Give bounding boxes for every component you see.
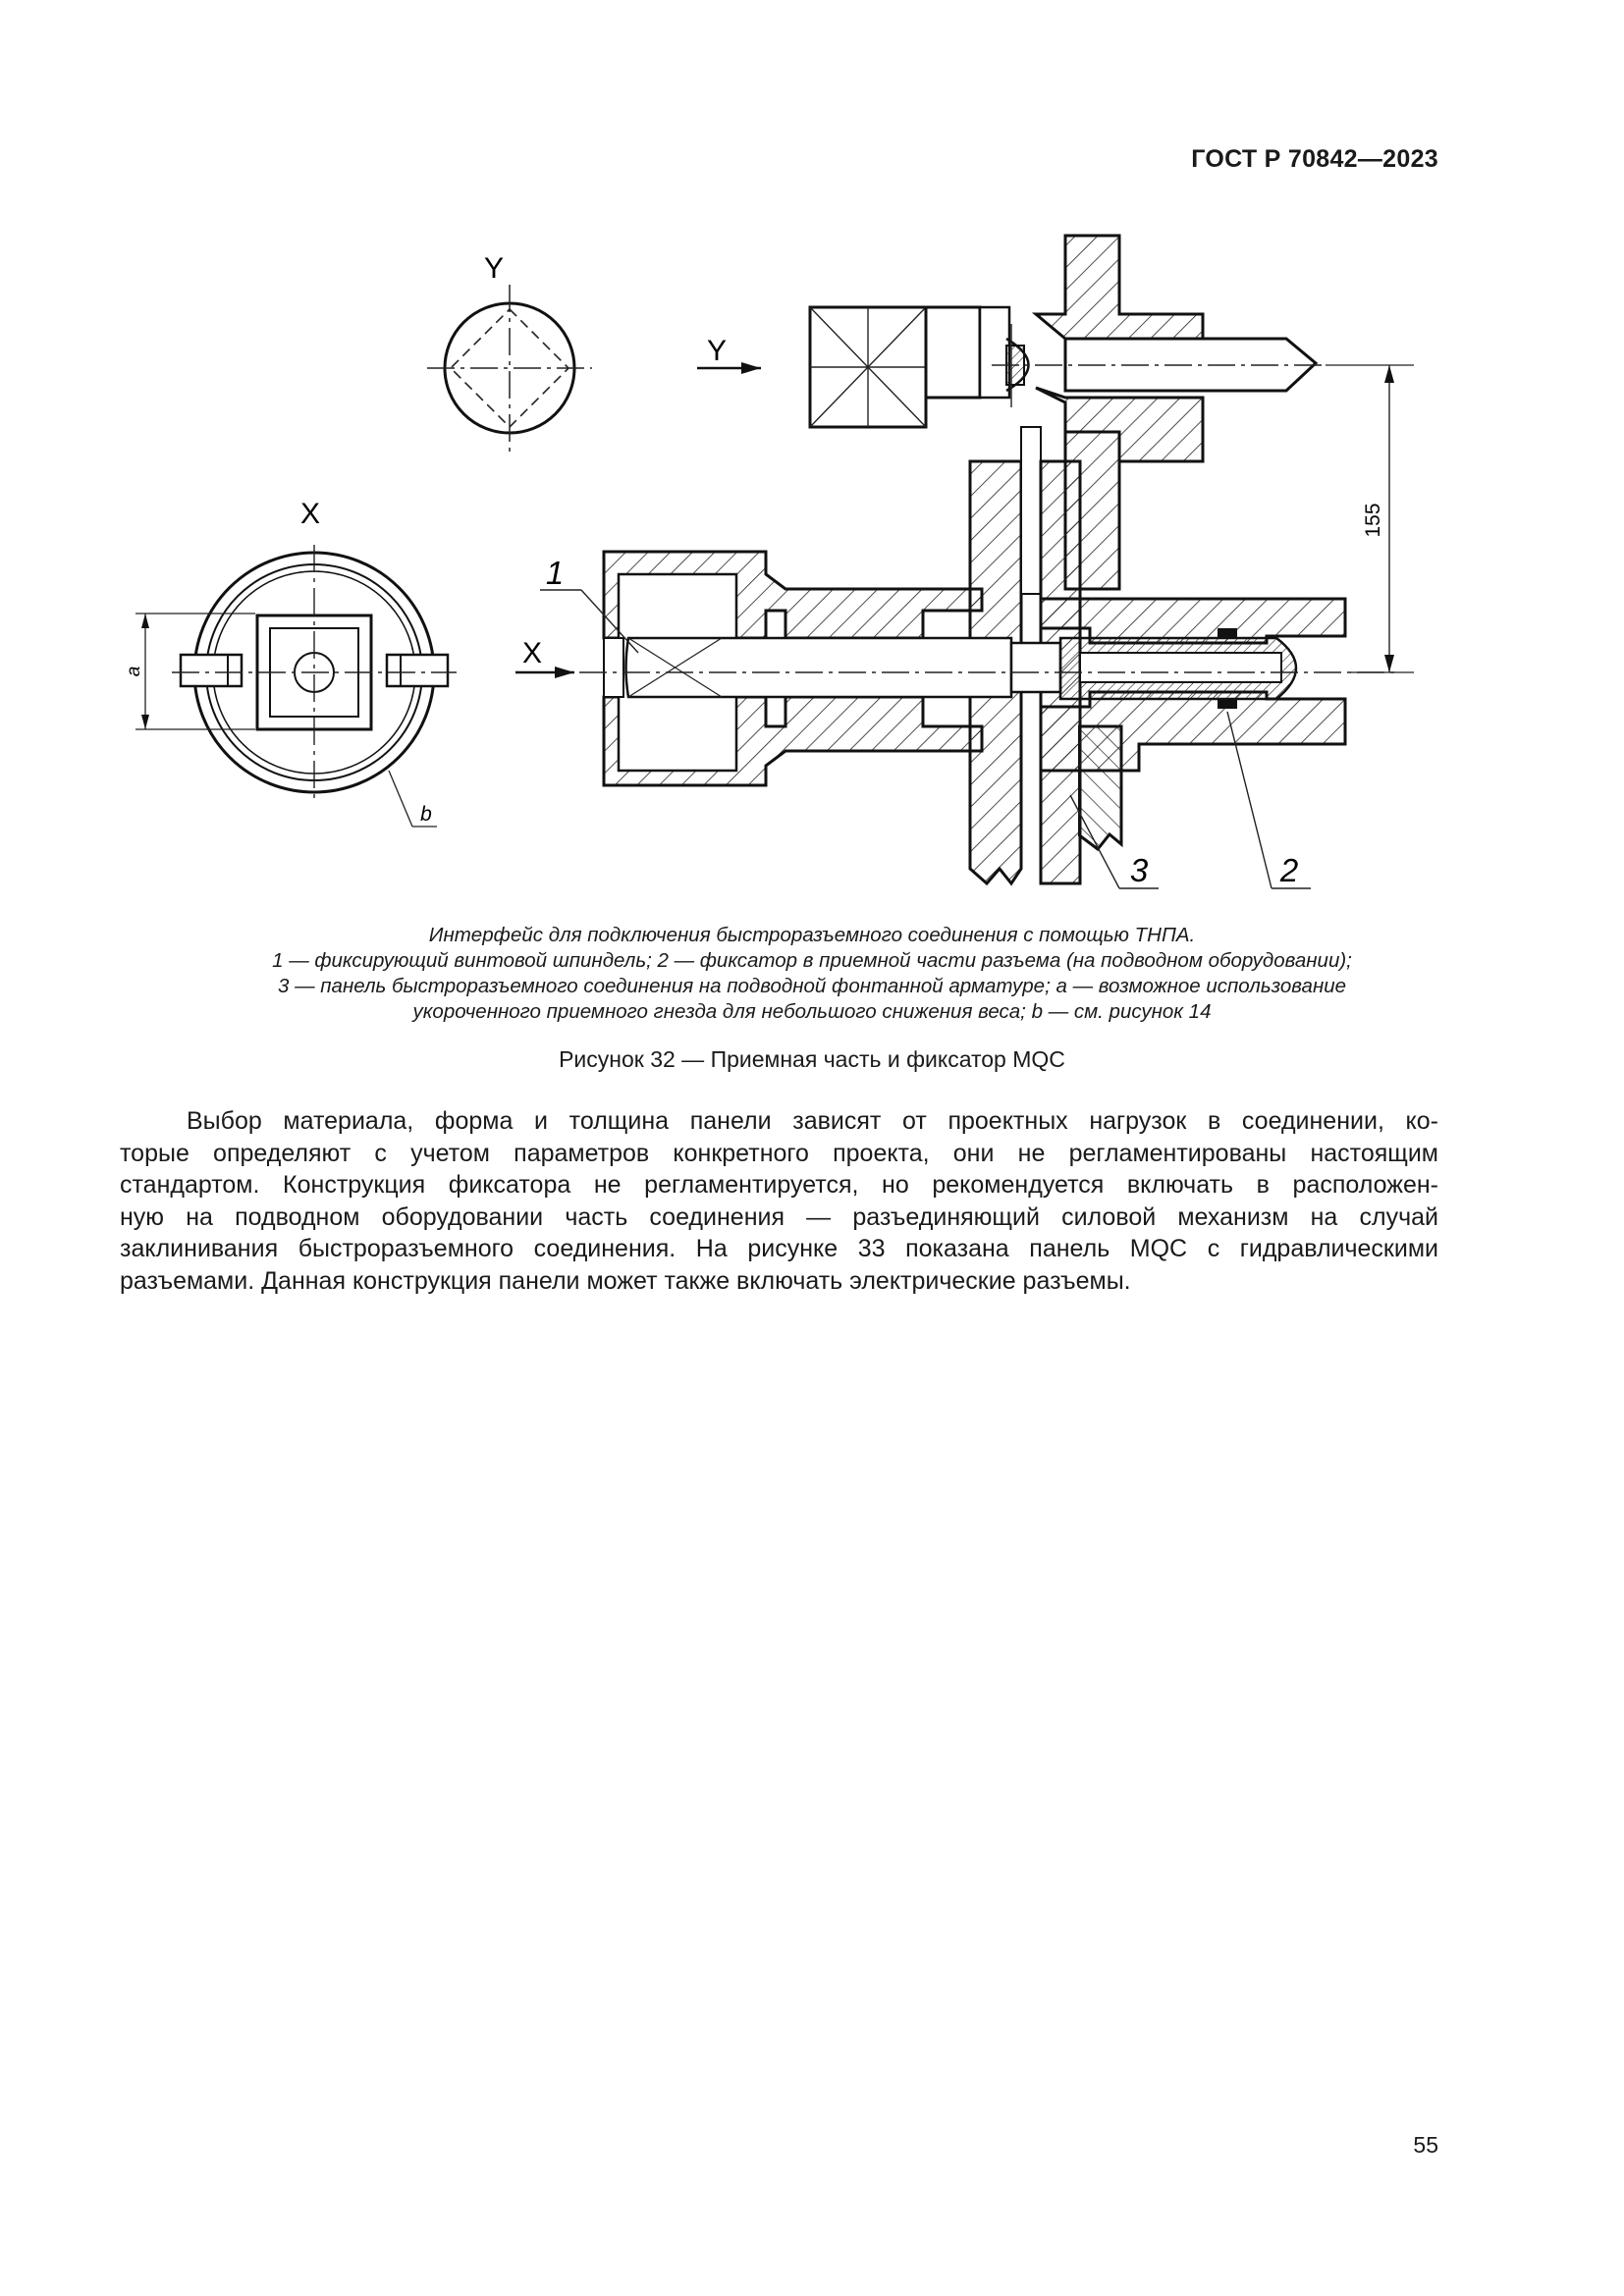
dim-a-label: a bbox=[124, 666, 144, 677]
caption-line: укороченного приемного гнезда для небольшого снижения веса; b — см. рисунок 14 bbox=[412, 1000, 1212, 1023]
section-view bbox=[515, 236, 1414, 888]
figure-title: Рисунок 32 — Приемная часть и фиксатор MQC bbox=[559, 1046, 1065, 1072]
dim-155-label: 155 bbox=[1362, 503, 1384, 538]
caption-line: Интерфейс для подключения быстроразъемного соединения с помощью ТНПА. bbox=[428, 924, 1196, 946]
body-line: Выбор материала, форма и толщина панели зависят от проектных нагрузок в соединении, ко- bbox=[187, 1107, 1438, 1135]
callout-2: 2 bbox=[1279, 852, 1299, 888]
caption-line: 1 — фиксирующий винтовой шпиндель; 2 — фиксатор в приемной части разъема (на подводном оборудовании); bbox=[272, 949, 1352, 972]
body-line: стандартом. Конструкция фиксатора не регламентируется, но рекомендуется включать в расположен- bbox=[120, 1171, 1438, 1199]
y-arrow-label: Y bbox=[706, 335, 728, 367]
callout-b: b bbox=[420, 803, 432, 826]
x-arrow-label: X bbox=[521, 637, 543, 669]
document-header: ГОСТ Р 70842—2023 bbox=[1191, 145, 1438, 173]
callout-3: 3 bbox=[1129, 852, 1149, 888]
view-y-label: Y bbox=[483, 252, 505, 285]
figure-caption bbox=[157, 923, 1467, 1025]
body-paragraph bbox=[120, 1105, 1438, 1297]
view-x bbox=[124, 498, 457, 827]
page-number: 55 bbox=[1413, 2132, 1438, 2158]
view-x-label: X bbox=[299, 498, 321, 530]
body-line: ную на подводном оборудовании часть соединения — разъединяющий силовой механизм на случай bbox=[120, 1202, 1438, 1231]
technical-drawing bbox=[0, 0, 1624, 913]
view-y bbox=[427, 252, 592, 452]
caption-line: 3 — панель быстроразъемного соединения на подводной фонтанной арматуре; a — возможное использование bbox=[277, 975, 1347, 997]
body-line: разъемами. Данная конструкция панели может также включать электрические разъемы. bbox=[120, 1266, 1131, 1295]
body-line: торые определяют с учетом параметров конкретного проекта, они не регламентированы настоящим bbox=[120, 1139, 1438, 1167]
callout-1: 1 bbox=[545, 555, 565, 591]
body-line: заклинивания быстроразъемного соединения. На рисунке 33 показана панель MQC с гидравлическими bbox=[120, 1235, 1438, 1262]
